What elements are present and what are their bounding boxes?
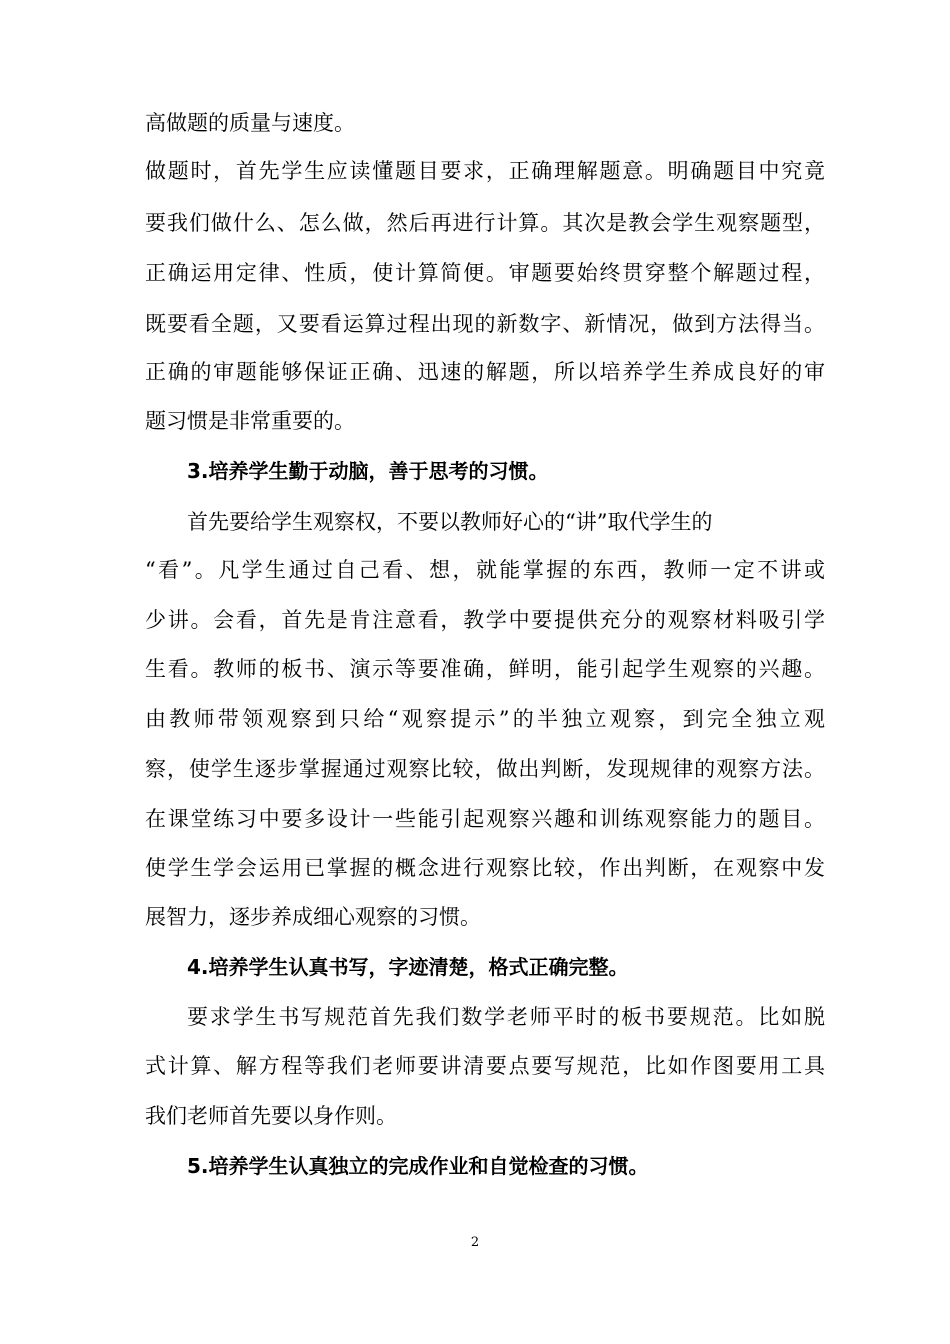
text-line: “看”。凡学生通过自己看、想，就能掌握的东西，教师一定不讲或 (145, 558, 825, 582)
text-line: 式计算、解方程等我们老师要讲清要点要写规范，比如作图要用工具 (145, 1054, 825, 1078)
text-line: 少讲。会看，首先是肯注意看，教学中要提供充分的观察材料吸引学 (145, 608, 825, 632)
text-line: 生看。教师的板书、演示等要准确，鲜明，能引起学生观察的兴趣。 (145, 657, 825, 681)
text-line: 做题时，首先学生应读懂题目要求，正确理解题意。明确题目中究竟 (145, 159, 825, 183)
text-line: 高做题的质量与速度。 (145, 111, 355, 135)
text-line: 正确运用定律、性质，使计算简便。审题要始终贯穿整个解题过程， (145, 261, 825, 285)
section-heading-5: 5.培养学生认真独立的完成作业和自觉检查的习惯。 (187, 1154, 649, 1178)
text-line: 在课堂练习中要多设计一些能引起观察兴趣和训练观察能力的题目。 (145, 807, 825, 831)
text-line: 首先要给学生观察权，不要以教师好心的“讲”取代学生的 (187, 510, 713, 534)
text-line: 正确的审题能够保证正确、迅速的解题，所以培养学生养成良好的审 (145, 360, 825, 384)
page-number: 2 (470, 1235, 480, 1250)
section-heading-4: 4.培养学生认真书写，字迹清楚，格式正确完整。 (187, 955, 629, 979)
section-heading-3: 3.培养学生勤于动脑，善于思考的习惯。 (187, 459, 549, 483)
text-line: 题习惯是非常重要的。 (145, 409, 355, 433)
text-line: 我们老师首先要以身作则。 (145, 1104, 397, 1128)
text-line: 要我们做什么、怎么做，然后再进行计算。其次是教会学生观察题型， (145, 211, 825, 235)
text-line: 由教师带领观察到只给“观察提示”的半独立观察，到完全独立观 (145, 707, 825, 731)
text-line: 使学生学会运用已掌握的概念进行观察比较，作出判断，在观察中发 (145, 856, 825, 880)
text-line: 既要看全题，又要看运算过程出现的新数字、新情况，做到方法得当。 (145, 312, 825, 336)
text-line: 要求学生书写规范首先我们数学老师平时的板书要规范。比如脱 (187, 1005, 825, 1029)
text-line: 察，使学生逐步掌握通过观察比较，做出判断，发现规律的观察方法。 (145, 757, 825, 781)
text-line: 展智力，逐步养成细心观察的习惯。 (145, 905, 481, 929)
